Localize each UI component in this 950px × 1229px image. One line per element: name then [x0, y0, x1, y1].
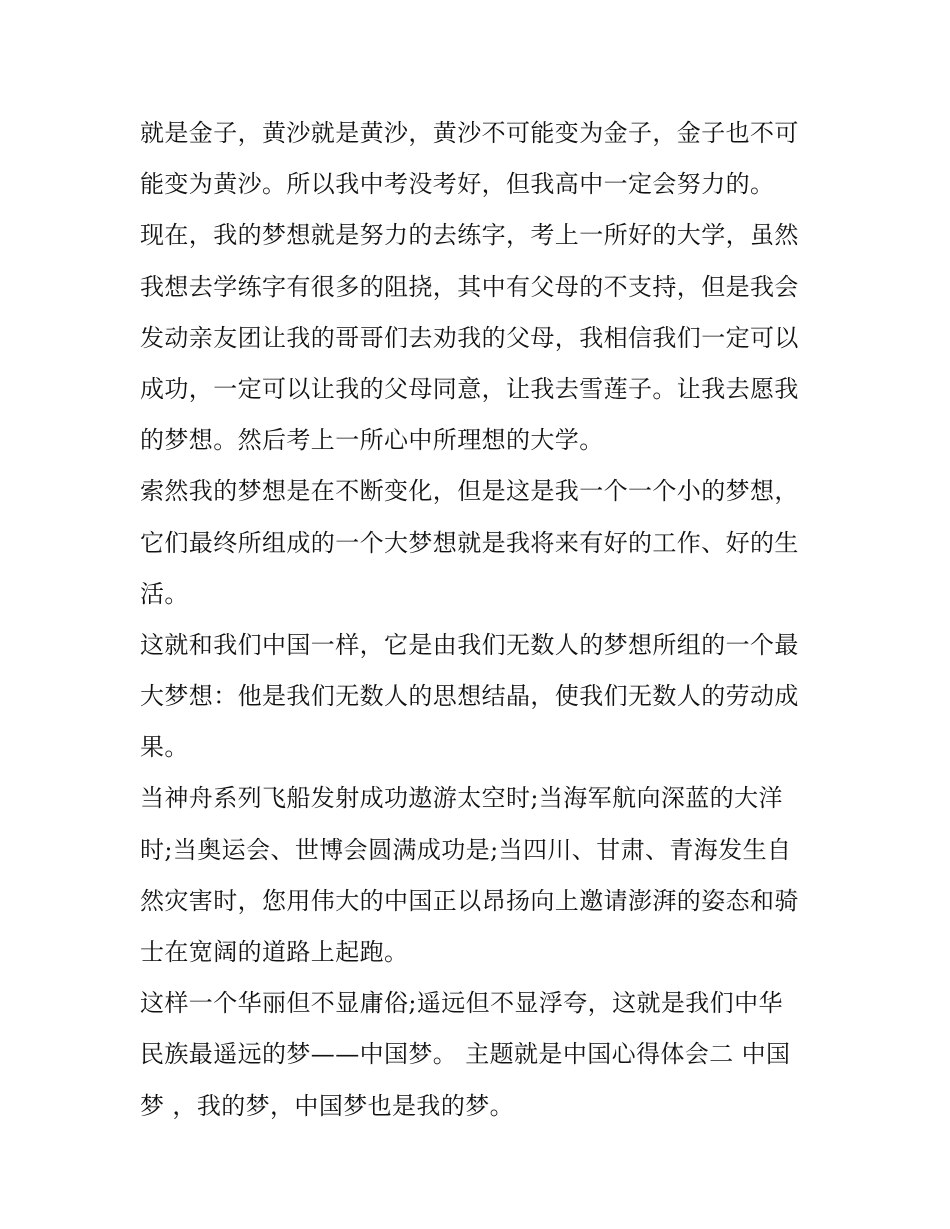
text-line: 就是金子，黄沙就是黄沙，黄沙不可能变为金子，金子也不可 [140, 119, 799, 147]
text-line: 我想去学练字有很多的阻挠，其中有父母的不支持，但是我会 [140, 272, 799, 301]
text-line: 民族最遥远的梦——中国梦。 主题就是中国心得体会二 中国 [140, 1040, 791, 1069]
document-body [140, 108, 820, 1132]
text-line: 士在宽阔的道路上起跑。 [140, 938, 409, 966]
text-line: 的梦想。然后考上一所心中所理想的大学。 [140, 426, 604, 455]
text-line: 大梦想：他是我们无数人的思想结晶，使我们无数人的劳动成 [140, 682, 799, 711]
text-line: 能变为黄沙。所以我中考没考好，但我高中一定会努力的。 [140, 170, 775, 199]
text-line: 成功，一定可以让我的父母同意，让我去雪莲子。让我去愿我 [140, 374, 799, 403]
text-line: 果。 [140, 733, 189, 762]
text-line: 然灾害时，您用伟大的中国正以昂扬向上邀请澎湃的姿态和骑 [140, 886, 799, 915]
text-line: 发动亲友团让我的哥哥们去劝我的父母，我相信我们一定可以 [140, 323, 799, 352]
text-line: 梦 ，我的梦，中国梦也是我的梦。 [140, 1091, 515, 1120]
text-line: 索然我的梦想是在不断变化，但是这是我一个一个小的梦想， [140, 477, 799, 506]
text-line: 时;当奥运会、世博会圆满成功是;当四川、甘肃、青海发生自 [140, 835, 792, 864]
text-line: 它们最终所组成的一个大梦想就是我将来有好的工作、好的生 [140, 528, 799, 557]
text-line: 当神舟系列飞船发射成功遨游太空时;当海军航向深蓝的大洋 [140, 784, 783, 813]
text-line: 现在，我的梦想就是努力的去练字，考上一所好的大学，虽然 [140, 221, 799, 250]
text-line: 这就和我们中国一样，它是由我们无数人的梦想所组的一个最 [140, 630, 799, 659]
text-line: 这样一个华丽但不显庸俗;遥远但不显浮夸，这就是我们中华 [140, 989, 783, 1018]
text-line: 活。 [140, 579, 189, 608]
